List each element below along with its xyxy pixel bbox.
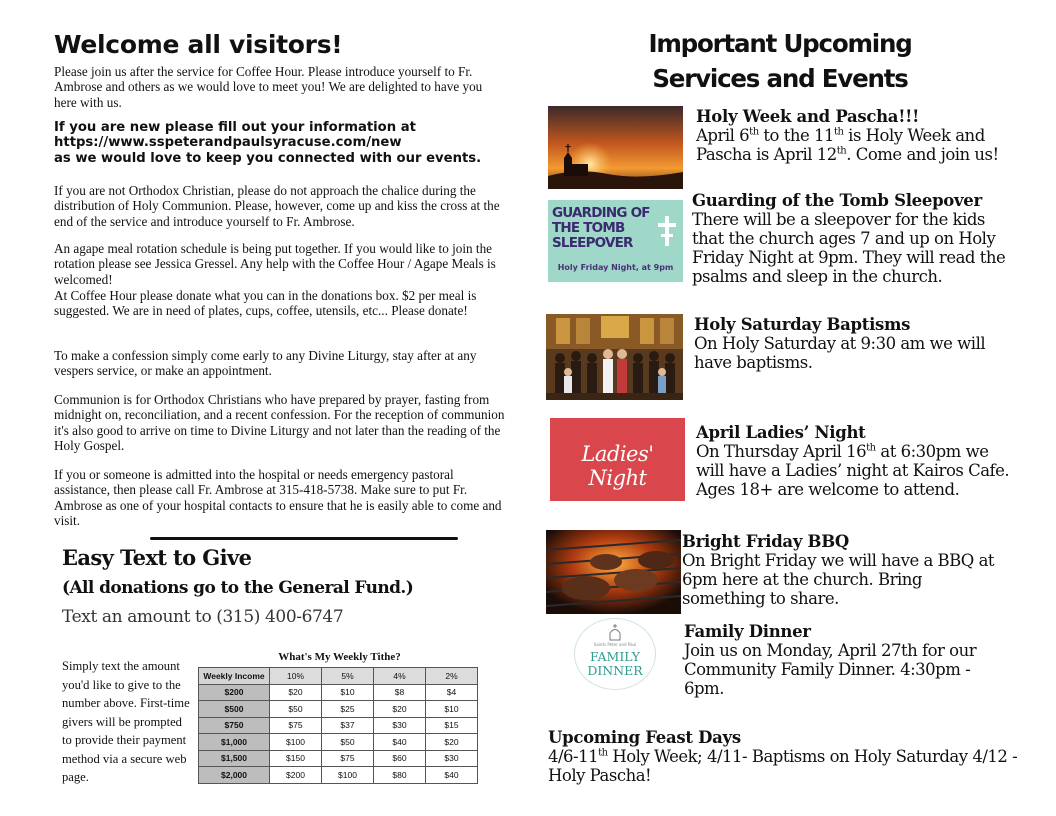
bbq-image bbox=[546, 530, 681, 614]
holy-week-image bbox=[548, 106, 683, 189]
sleepover-image-text: THE TOMB bbox=[552, 220, 625, 236]
table-cell: $80 bbox=[374, 767, 426, 784]
table-cell: $60 bbox=[374, 750, 426, 767]
bbq-body: On Bright Friday we will have a BBQ at 6pm here at the church. Bring something to share. bbox=[682, 551, 995, 608]
new-visitor-link[interactable]: https://www.sspeterandpaulsyracuse.com/new bbox=[54, 135, 402, 151]
table-row bbox=[199, 701, 478, 718]
table-cell: $200 bbox=[270, 767, 322, 784]
table-header-cell: 10% bbox=[270, 668, 322, 685]
table-cell: $20 bbox=[270, 684, 322, 701]
table-cell: $50 bbox=[270, 701, 322, 718]
hospital-paragraph: If you or someone is admitted into the hospital or needs emergency pastoral assistance, then please call Fr. Ambrose at 315-418-5738. Make sure to put Fr. Ambrose as one of your hospital contacts to ensure that he is easily able to come and visit. bbox=[54, 467, 502, 529]
give-subtitle: (All donations go to the General Fund.) bbox=[62, 578, 414, 598]
events-title-line: Important Upcoming bbox=[648, 29, 912, 58]
baptisms-title: Holy Saturday Baptisms bbox=[694, 315, 911, 334]
table-cell: $4 bbox=[426, 684, 478, 701]
table-cell: $30 bbox=[426, 750, 478, 767]
family-dinner-body: Join us on Monday, April 27th for our Community Family Dinner. 4:30pm - 6pm. bbox=[684, 641, 977, 698]
section-divider bbox=[150, 537, 458, 540]
table-row bbox=[199, 767, 478, 784]
family-dinner-logo-text: DINNER bbox=[587, 663, 643, 678]
income-cell: $750 bbox=[199, 717, 270, 734]
family-dinner-title: Family Dinner bbox=[684, 622, 811, 641]
church-icon bbox=[606, 623, 624, 641]
table-header-cell: 5% bbox=[322, 668, 374, 685]
table-cell: $10 bbox=[426, 701, 478, 718]
income-cell: $500 bbox=[199, 701, 270, 718]
sleepover-image-text: GUARDING OF bbox=[552, 205, 650, 221]
agape-paragraph: An agape meal rotation schedule is being put together. If you would like to join the rotation please see Jessica Gressel. Any help with the Coffee Hour / Agape Meals is welcomed! bbox=[54, 241, 496, 287]
table-cell: $25 bbox=[322, 701, 374, 718]
table-header-cell: 4% bbox=[374, 668, 426, 685]
table-cell: $75 bbox=[270, 717, 322, 734]
table-cell: $30 bbox=[374, 717, 426, 734]
table-cell: $100 bbox=[270, 734, 322, 751]
ladies-night-image-text: Ladies' Night bbox=[581, 442, 654, 490]
feast-days-body: 4/6-11th Holy Week; 4/11- Baptisms on Holy Saturday 4/12 - Holy Pascha! bbox=[548, 747, 1018, 785]
events-title-line: Services and Events bbox=[652, 64, 908, 93]
communion-paragraph: Communion is for Orthodox Christians who have prepared by prayer, fasting from midnight on, reconciliation, and a recent confession. For the reception of communion it's also good to arrive on time to Divine Liturgy and not later than the reading of the Holy Gospel. bbox=[54, 392, 505, 454]
baptisms-image bbox=[546, 314, 683, 400]
table-cell: $20 bbox=[374, 701, 426, 718]
ladies-night-body: On Thursday April 16th at 6:30pm we will have a Ladies’ night at Kairos Cafe. Ages 18+ are welcome to attend. bbox=[696, 442, 1010, 499]
new-visitor-notice bbox=[54, 120, 514, 166]
bbq-title: Bright Friday BBQ bbox=[682, 532, 849, 551]
table-cell: $150 bbox=[270, 750, 322, 767]
give-title: Easy Text to Give bbox=[62, 545, 252, 570]
give-instructions: Simply text the amount you'd like to give to the number above. First-time givers will be prompted to provide their payment method via a secure web page. bbox=[62, 659, 190, 784]
income-cell: $200 bbox=[199, 684, 270, 701]
table-cell: $20 bbox=[426, 734, 478, 751]
welcome-intro: Please join us after the service for Coffee Hour. Please introduce yourself to Fr. Ambrose and others as we would love to meet you! We are delighted to have you here with us. bbox=[54, 64, 483, 110]
events-title bbox=[560, 26, 1000, 96]
holy-week-body: April 6th to the 11th is Holy Week and Pascha is April 12th. Come and join us! bbox=[696, 126, 999, 164]
welcome-title: Welcome all visitors! bbox=[54, 30, 343, 59]
baptisms-body: On Holy Saturday at 9:30 am we will have baptisms. bbox=[694, 334, 986, 372]
table-header-row bbox=[199, 668, 478, 685]
table-cell: $8 bbox=[374, 684, 426, 701]
table-row bbox=[199, 684, 478, 701]
income-cell: $2,000 bbox=[199, 767, 270, 784]
income-cell: $1,000 bbox=[199, 734, 270, 751]
family-dinner-logo-small-text: Saints Peter and Paul bbox=[593, 642, 637, 647]
table-cell: $15 bbox=[426, 717, 478, 734]
table-cell: $37 bbox=[322, 717, 374, 734]
table-row bbox=[199, 717, 478, 734]
coffee-hour-paragraph: At Coffee Hour please donate what you can in the donations box. $2 per meal is suggested. We are in need of plates, cups, coffee, utensils, etc... Please donate! bbox=[54, 288, 477, 319]
new-visitor-line: as we would love to keep you connected with our events. bbox=[54, 150, 482, 166]
table-cell: $40 bbox=[426, 767, 478, 784]
table-cell: $10 bbox=[322, 684, 374, 701]
sleepover-body: There will be a sleepover for the kids that the church ages 7 and up on Holy Friday Night at 9pm. They will read the psalms and sleep in the church. bbox=[692, 210, 1006, 286]
not-orthodox-paragraph: If you are not Orthodox Christian, please do not approach the chalice during the distribution of Holy Communion. Please, however, come up and kiss the cross at the end of the service and introduce yourself to Fr. Ambrose. bbox=[54, 183, 500, 229]
sleepover-image bbox=[548, 200, 683, 282]
table-row bbox=[199, 734, 478, 751]
sleepover-title: Guarding of the Tomb Sleepover bbox=[692, 191, 982, 210]
sleepover-image-text: SLEEPOVER bbox=[552, 235, 633, 251]
table-cell: $75 bbox=[322, 750, 374, 767]
ladies-night-title: April Ladies’ Night bbox=[696, 423, 866, 442]
cross-icon bbox=[656, 214, 678, 248]
table-cell: $100 bbox=[322, 767, 374, 784]
tithe-table bbox=[198, 667, 478, 784]
table-header-cell: Weekly Income bbox=[199, 668, 270, 685]
feast-days-title: Upcoming Feast Days bbox=[548, 728, 741, 747]
table-cell: $40 bbox=[374, 734, 426, 751]
confession-paragraph: To make a confession simply come early to any Divine Liturgy, stay after at any vespers service, or make an appointment. bbox=[54, 348, 477, 379]
table-cell: $50 bbox=[322, 734, 374, 751]
tithe-table-title: What's My Weekly Tithe? bbox=[278, 651, 401, 663]
income-cell: $1,500 bbox=[199, 750, 270, 767]
ladies-night-image bbox=[550, 418, 685, 501]
give-phone-text: Text an amount to (315) 400-6747 bbox=[62, 607, 344, 627]
family-dinner-logo-text: FAMILY bbox=[589, 649, 641, 664]
table-row bbox=[199, 750, 478, 767]
sleepover-image-caption: Holy Friday Night, at 9pm bbox=[557, 263, 674, 272]
table-header-cell: 2% bbox=[426, 668, 478, 685]
holy-week-title: Holy Week and Pascha!!! bbox=[696, 107, 920, 126]
family-dinner-logo bbox=[572, 618, 658, 690]
new-visitor-line: If you are new please fill out your information at bbox=[54, 120, 416, 135]
